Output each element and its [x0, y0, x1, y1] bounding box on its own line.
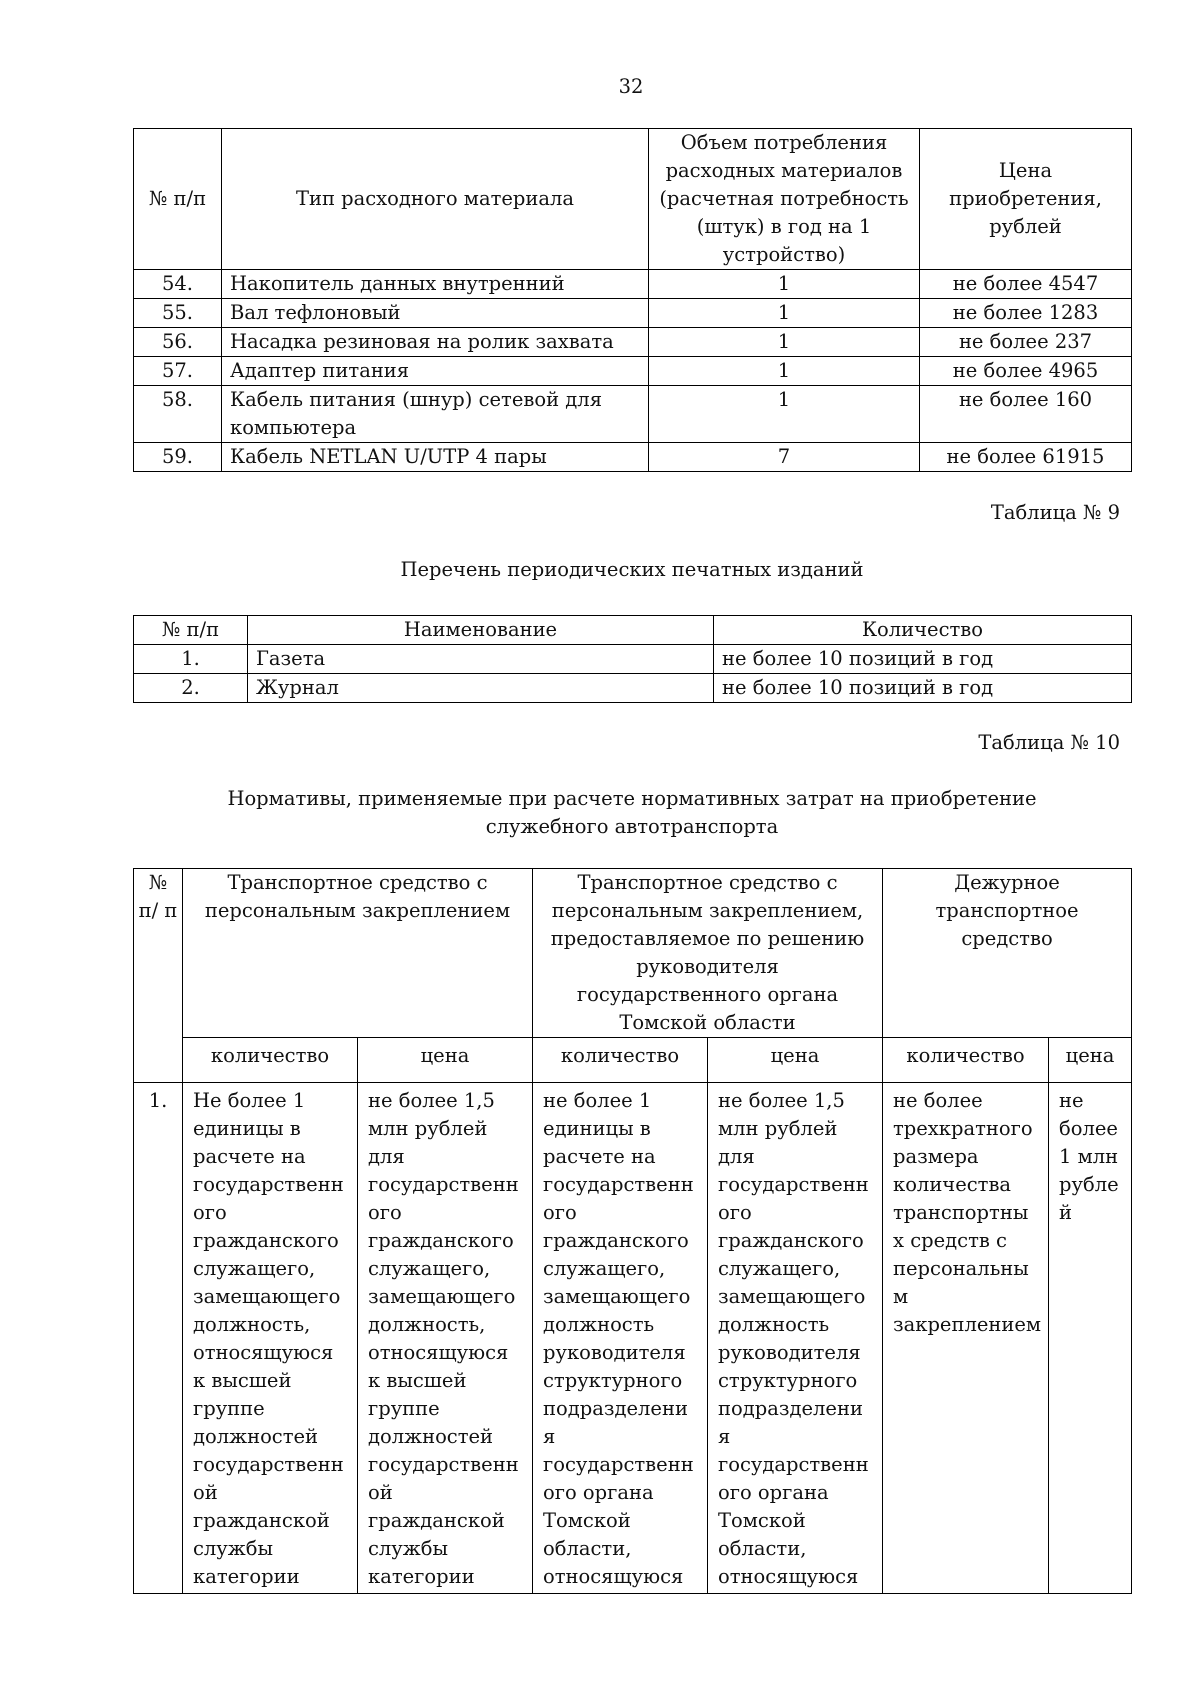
- periodicals-table: [133, 615, 1132, 703]
- table-row: [134, 328, 1132, 357]
- header-num: № п/п: [134, 129, 222, 270]
- table10-caption-line1: Нормативы, применяемые при расчете нормативных затрат на приобретение: [227, 787, 1037, 810]
- subheader-price: цена: [1049, 1038, 1132, 1083]
- table10-label: Таблица № 10: [978, 731, 1120, 754]
- table-row: [134, 645, 1132, 674]
- subheader-price: цена: [358, 1038, 533, 1083]
- cell-g3-qty: не более трехкратного размера количества транспортны х средств с персональны м закреплением: [883, 1083, 1049, 1594]
- row-qty: не более 10 позиций в год: [714, 674, 1132, 703]
- row-qty: 1: [649, 328, 920, 357]
- header-type: Тип расходного материала: [222, 129, 649, 270]
- table-header-row: [134, 869, 1132, 1038]
- cell-g2-qty: не более 1 единицы в расчете на государственн ого гражданского служащего, замещающего должность руководителя структурного подразделени я государственн ого органа Томской области, относящуюся: [533, 1083, 708, 1594]
- header-group-by-decision: Транспортное средство с персональным закреплением, предоставляемое по решению руководителя государственного органа Томской области: [533, 869, 883, 1038]
- consumables-table: [133, 128, 1132, 472]
- header-volume: Объем потребления расходных материалов (расчетная потребность (штук) в год на 1 устройство): [649, 129, 920, 270]
- table-row: [134, 1083, 1132, 1594]
- cell-g1-qty: Не более 1 единицы в расчете на государственн ого гражданского служащего, замещающего должность, относящуюся к высшей группе должностей государственн ой гражданской службы категории: [183, 1083, 358, 1594]
- cell-g3-price: не более 1 млн рубле й: [1049, 1083, 1132, 1594]
- row-qty: 7: [649, 443, 920, 472]
- row-price: не более 237: [920, 328, 1132, 357]
- header-price: Цена приобретения, рублей: [920, 129, 1132, 270]
- table-row: [134, 357, 1132, 386]
- row-num: 55.: [134, 299, 222, 328]
- table9-caption: Перечень периодических печатных изданий: [400, 558, 864, 581]
- row-num: 54.: [134, 270, 222, 299]
- row-num: 1.: [134, 645, 248, 674]
- row-price: не более 1283: [920, 299, 1132, 328]
- table10-caption-line2: служебного автотранспорта: [485, 815, 779, 838]
- cell-g2-price: не более 1,5 млн рублей для государственн ого гражданского служащего, замещающего должность руководителя структурного подразделени я государственн ого органа Томской области, относящуюся: [708, 1083, 883, 1594]
- row-name: Газета: [248, 645, 714, 674]
- subheader-qty: количество: [533, 1038, 708, 1083]
- row-qty: 1: [649, 299, 920, 328]
- row-qty: 1: [649, 357, 920, 386]
- row-num: 56.: [134, 328, 222, 357]
- row-price: не более 160: [920, 386, 1132, 443]
- table-row: [134, 674, 1132, 703]
- header-name: Наименование: [248, 616, 714, 645]
- page-number: 32: [618, 75, 644, 98]
- table-row: [134, 443, 1132, 472]
- row-name: Насадка резиновая на ролик захвата: [222, 328, 649, 357]
- table-row: [134, 299, 1132, 328]
- row-name: Кабель питания (шнур) сетевой для компьютера: [222, 386, 649, 443]
- row-name: Вал тефлоновый: [222, 299, 649, 328]
- table-header-row: [134, 129, 1132, 270]
- row-num: 57.: [134, 357, 222, 386]
- row-qty: не более 10 позиций в год: [714, 645, 1132, 674]
- table9-label: Таблица № 9: [990, 501, 1120, 524]
- table-subheader-row: [134, 1038, 1132, 1083]
- cell-g1-price: не более 1,5 млн рублей для государственн ого гражданского служащего, замещающего должность, относящуюся к высшей группе должностей государственн ой гражданской службы категории: [358, 1083, 533, 1594]
- subheader-qty: количество: [183, 1038, 358, 1083]
- table-row: [134, 386, 1132, 443]
- header-num: № п/ п: [134, 869, 183, 1083]
- table-row: [134, 270, 1132, 299]
- row-price: не более 4965: [920, 357, 1132, 386]
- header-num: № п/п: [134, 616, 248, 645]
- row-qty: 1: [649, 270, 920, 299]
- header-qty: Количество: [714, 616, 1132, 645]
- row-name: Кабель NETLAN U/UTP 4 пары: [222, 443, 649, 472]
- table-header-row: [134, 616, 1132, 645]
- row-num: 2.: [134, 674, 248, 703]
- row-num: 1.: [134, 1083, 183, 1594]
- subheader-qty: количество: [883, 1038, 1049, 1083]
- header-group-personal: Транспортное средство с персональным закреплением: [183, 869, 533, 1038]
- header-group-duty: Дежурное транспортное средство: [883, 869, 1132, 1038]
- row-num: 59.: [134, 443, 222, 472]
- row-name: Журнал: [248, 674, 714, 703]
- row-num: 58.: [134, 386, 222, 443]
- row-name: Накопитель данных внутренний: [222, 270, 649, 299]
- row-qty: 1: [649, 386, 920, 443]
- table10-caption: [133, 785, 1131, 841]
- vehicle-norms-table: [133, 868, 1132, 1594]
- row-name: Адаптер питания: [222, 357, 649, 386]
- row-price: не более 4547: [920, 270, 1132, 299]
- subheader-price: цена: [708, 1038, 883, 1083]
- row-price: не более 61915: [920, 443, 1132, 472]
